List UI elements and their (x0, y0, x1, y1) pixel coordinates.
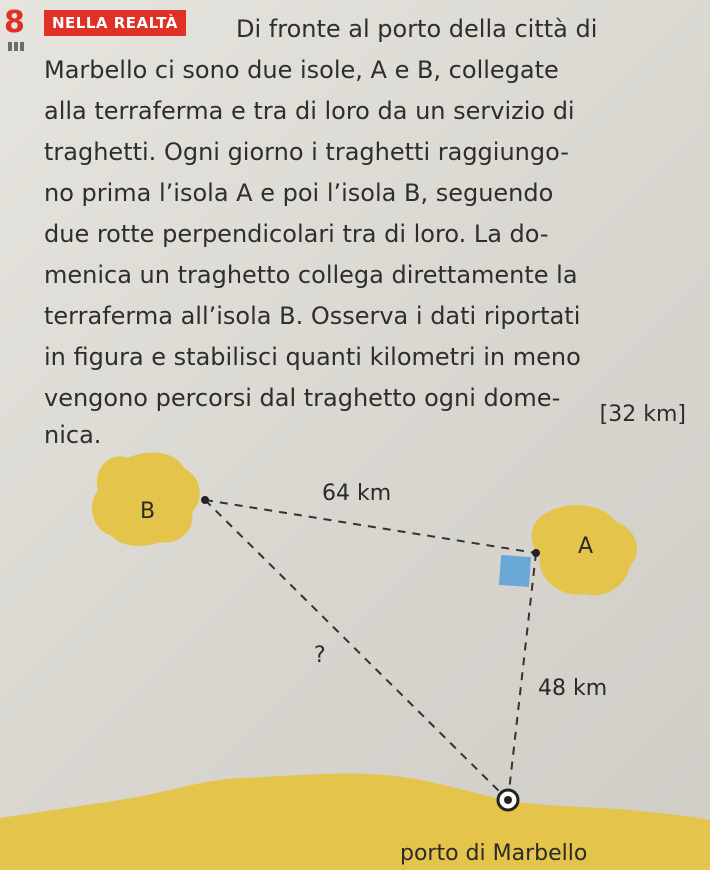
exercise-number: 8 (4, 5, 25, 40)
problem-text-line-9: in figura e stabilisci quanti kilometri in meno (44, 343, 581, 371)
problem-text-line-3: alla terraferma e tra di loro da un servizio di (44, 97, 575, 125)
distance-port-a-label: 48 km (538, 676, 608, 701)
problem-text-line-5: no prima l’isola A e poi l’isola B, seguendo (44, 179, 554, 207)
port-marker-dot (504, 796, 512, 804)
problem-text-line-4: traghetti. Ogni giorno i traghetti raggiungo- (44, 138, 569, 166)
point-a (532, 549, 540, 557)
problem-text-line-11: nica. (44, 421, 102, 449)
category-tag: NELLA REALTÀ (44, 10, 186, 36)
route-port-to-b (205, 500, 508, 800)
route-port-to-a (508, 553, 536, 800)
problem-text-line-8: terraferma all’isola B. Osserva i dati riportati (44, 302, 581, 330)
problem-text-line-7: menica un traghetto collega direttamente la (44, 261, 578, 289)
island-a-label: A (578, 534, 594, 559)
right-angle-marker (499, 555, 531, 587)
port-label: porto di Marbello (400, 841, 588, 866)
mainland (0, 773, 710, 870)
point-b (201, 496, 209, 504)
island-b-label: B (140, 499, 156, 524)
problem-text-line-10: vengono percorsi dal traghetto ogni dome- (44, 384, 561, 412)
route-b-to-a (205, 500, 536, 553)
problem-text-line-1: Di fronte al porto della città di (236, 15, 598, 43)
unknown-distance-label: ? (314, 643, 326, 668)
problem-text-line-2: Marbello ci sono due isole, A e B, collegate (44, 56, 559, 84)
problem-text-line-6: due rotte perpendicolari tra di loro. La do- (44, 220, 549, 248)
distance-ab-label: 64 km (322, 481, 392, 506)
answer-hint: [32 km] (599, 402, 686, 427)
